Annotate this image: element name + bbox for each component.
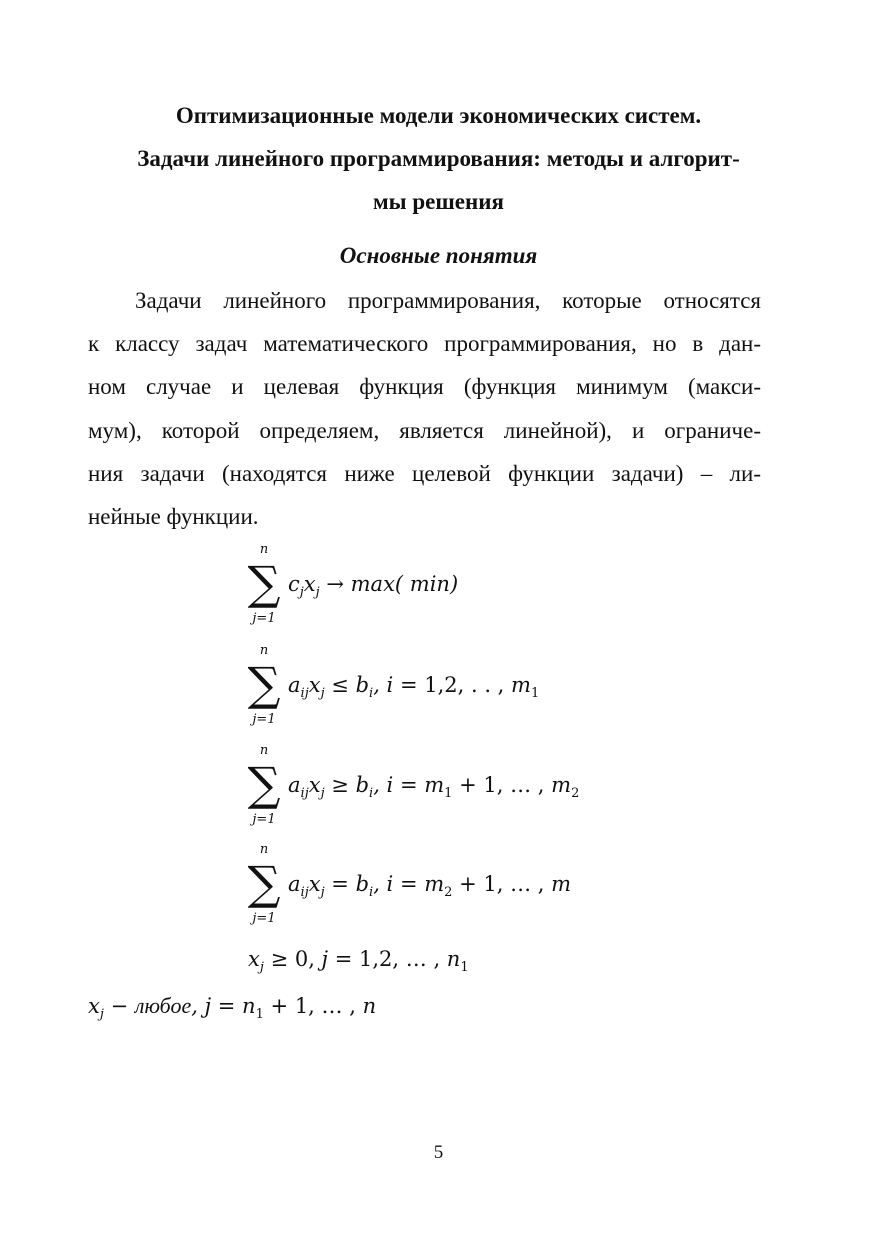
sum-upper-limit: n xyxy=(259,542,269,557)
heading-line-1: Оптимизационные модели экономических систем. xyxy=(175,103,702,128)
constraint-ge-expression: $a_{ij}x_j \ge b_i$, $i = m_1 + 1$, … , $m_2$ xyxy=(288,773,580,801)
formula-nonnegativity: $x_j \ge 0$, j = 1,2, … , $n_1$ xyxy=(248,947,469,975)
summation xyxy=(246,843,282,927)
sigma-symbol: ∑ xyxy=(247,757,281,811)
constraint-eq-expression: $a_{ij}x_j = b_i$, $i = m_2 + 1$, … , m xyxy=(288,872,572,900)
sum-upper-limit: n xyxy=(259,842,269,857)
sigma-symbol: ∑ xyxy=(247,556,281,610)
sum-lower-limit: j=1 xyxy=(252,812,276,827)
sum-upper-limit: n xyxy=(259,743,269,758)
formula-constraint-le xyxy=(246,644,806,728)
sum-lower-limit: j=1 xyxy=(252,911,276,926)
paragraph-line: мум), которой определяем, является линейной), и ограниче- xyxy=(88,417,761,443)
page-number: 5 xyxy=(433,1142,444,1163)
formula-free-variables: $x_j$ − любое, $j = n_1 + 1$, … , n xyxy=(88,993,377,1022)
sigma-symbol: ∑ xyxy=(247,657,281,711)
paragraph-line: ном случае и целевая функция (функция минимум (макси- xyxy=(88,374,761,400)
section-subtitle: Основные понятия xyxy=(339,243,538,268)
summation xyxy=(246,644,282,728)
sum-upper-limit: n xyxy=(259,643,269,658)
paragraph-line: ния задачи (находятся ниже целевой функции задачи) – ли- xyxy=(88,460,761,486)
constraint-le-expression: $a_{ij}x_j \le b_i$, i = 1,2, . . , $m_1$ xyxy=(288,673,540,701)
paragraph-line: нейные функции. xyxy=(88,503,259,529)
paragraph-line: Задачи линейного программирования, которые относятся xyxy=(135,288,761,313)
heading-line-2: Задачи линейного программирования: методы и алгорит- xyxy=(137,146,740,171)
formula-objective xyxy=(246,543,806,627)
formula-constraint-eq xyxy=(246,843,806,927)
sigma-symbol: ∑ xyxy=(247,856,281,910)
sum-lower-limit: j=1 xyxy=(252,712,276,727)
summation xyxy=(246,543,282,627)
paragraph-line: к классу задач математического программирования, но в дан- xyxy=(88,331,761,357)
heading-line-3: мы решения xyxy=(373,189,504,214)
intro-paragraph xyxy=(88,279,761,538)
formula-constraint-ge xyxy=(246,744,806,828)
objective-expression: $c_jx_j \to \max$( min) xyxy=(288,572,459,600)
summation xyxy=(246,744,282,828)
sum-lower-limit: j=1 xyxy=(252,611,276,626)
